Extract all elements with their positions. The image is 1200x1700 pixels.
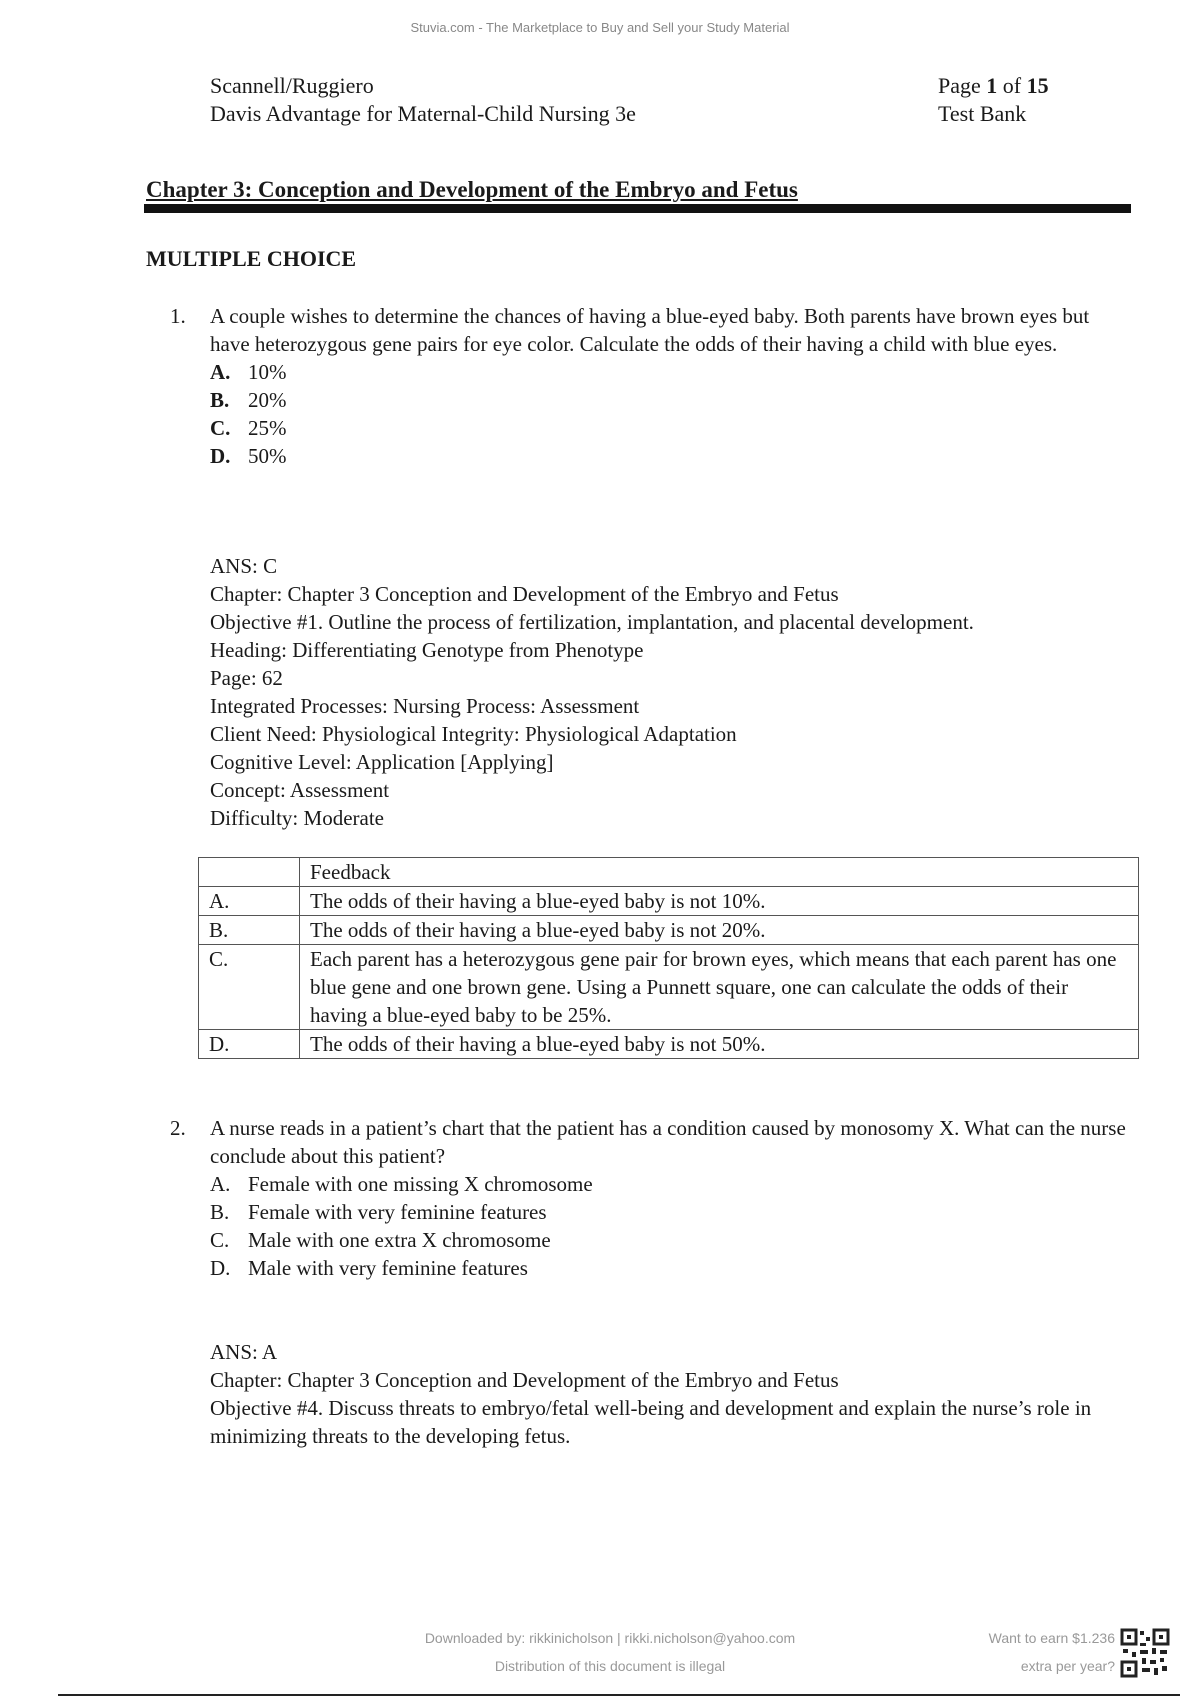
row-text: The odds of their having a blue-eyed baby is not 10%. xyxy=(300,887,1139,916)
meta-page: Page: 62 xyxy=(210,666,283,690)
section-heading: MULTIPLE CHOICE xyxy=(146,246,357,271)
feedback-header: Feedback xyxy=(300,858,1139,887)
footer-rule xyxy=(58,1694,1180,1696)
question-2 xyxy=(170,1114,1130,1282)
meta-integrated-processes: Integrated Processes: Nursing Process: Assessment xyxy=(210,694,640,718)
choice-b xyxy=(210,386,1130,414)
choice-letter: A. xyxy=(210,360,231,384)
choice-b xyxy=(210,1198,1130,1226)
choice-letter: B. xyxy=(210,1200,230,1224)
question-1 xyxy=(170,302,1130,470)
choice-text: 50% xyxy=(248,444,287,468)
meta-difficulty: Difficulty: Moderate xyxy=(210,806,384,830)
header-left xyxy=(210,72,636,128)
choice-d xyxy=(210,442,1130,470)
row-letter: A. xyxy=(199,887,300,916)
choice-letter: C. xyxy=(210,1228,230,1252)
table-cell xyxy=(199,858,300,887)
qr-code-icon[interactable] xyxy=(1120,1628,1170,1678)
authors: Scannell/Ruggiero xyxy=(210,73,374,98)
row-text: The odds of their having a blue-eyed baby is not 20%. xyxy=(300,916,1139,945)
chapter-title: Chapter 3: Conception and Development of the Embryo and Fetus xyxy=(146,177,798,202)
choice-list xyxy=(210,1170,1130,1282)
meta-cognitive-level: Cognitive Level: Application [Applying] xyxy=(210,750,554,774)
feedback-table xyxy=(198,857,1139,1059)
choice-letter: C. xyxy=(210,416,231,440)
question-stem: A nurse reads in a patient’s chart that the patient has a condition caused by monosomy X. What can the nurse conclude about this patient? xyxy=(210,1116,1126,1168)
table-header-row xyxy=(199,858,1139,887)
choice-text: 10% xyxy=(248,360,287,384)
choice-letter: B. xyxy=(210,388,230,412)
page-total: 15 xyxy=(1026,73,1049,98)
earn-promo-line2[interactable]: extra per year? xyxy=(1020,1658,1115,1674)
answer-key: ANS: C xyxy=(210,554,278,578)
site-banner: Stuvia.com - The Marketplace to Buy and Sell your Study Material xyxy=(410,20,790,35)
choice-text: Male with very feminine features xyxy=(248,1256,528,1280)
answer-metadata-1 xyxy=(210,552,1130,832)
meta-objective: Objective #4. Discuss threats to embryo/fetal well-being and development and explain the nurse’s role in minimizing threats to the developing fetus. xyxy=(210,1396,1092,1448)
question-number: 2. xyxy=(170,1116,186,1140)
meta-chapter: Chapter: Chapter 3 Conception and Development of the Embryo and Fetus xyxy=(210,1368,839,1392)
choice-list xyxy=(210,358,1130,470)
row-letter: C. xyxy=(199,945,300,1030)
distribution-notice: Distribution of this document is illegal xyxy=(494,1658,726,1674)
answer-metadata-2 xyxy=(210,1338,1130,1450)
table-row xyxy=(199,945,1139,1030)
question-stem: A couple wishes to determine the chances of having a blue-eyed baby. Both parents have brown eyes but have heterozygous gene pairs for eye color. Calculate the odds of their having a child with blue eyes. xyxy=(210,304,1090,356)
page-number: 1 xyxy=(986,73,998,98)
choice-text: Female with very feminine features xyxy=(248,1200,547,1224)
row-text: The odds of their having a blue-eyed baby is not 50%. xyxy=(300,1030,1139,1059)
choice-letter: A. xyxy=(210,1172,231,1196)
table-row xyxy=(199,887,1139,916)
choice-a xyxy=(210,358,1130,386)
row-text: Each parent has a heterozygous gene pair for brown eyes, which means that each parent has one blue gene and one brown gene. Using a Punnett square, one can calculate the odds of their having a blue-eyed baby to be 25%. xyxy=(300,945,1139,1030)
choice-c xyxy=(210,414,1130,442)
choice-letter: D. xyxy=(210,1256,231,1280)
header-right xyxy=(938,72,1049,128)
page-indicator xyxy=(938,72,1049,100)
meta-concept: Concept: Assessment xyxy=(210,778,390,802)
choice-c xyxy=(210,1226,1130,1254)
meta-chapter: Chapter: Chapter 3 Conception and Development of the Embryo and Fetus xyxy=(210,582,839,606)
page-word: Page xyxy=(938,73,981,98)
choice-d xyxy=(210,1254,1130,1282)
meta-heading: Heading: Differentiating Genotype from Phenotype xyxy=(210,638,644,662)
page-of: of xyxy=(1002,73,1022,98)
earn-promo-line1[interactable]: Want to earn $1.236 xyxy=(988,1630,1115,1646)
table-row xyxy=(199,916,1139,945)
choice-text: 20% xyxy=(248,388,287,412)
answer-key: ANS: A xyxy=(210,1340,278,1364)
choice-text: Male with one extra X chromosome xyxy=(248,1228,551,1252)
table-row xyxy=(199,1030,1139,1059)
book-title: Davis Advantage for Maternal-Child Nursing 3e xyxy=(210,101,636,126)
choice-text: Female with one missing X chromosome xyxy=(248,1172,593,1196)
choice-letter: D. xyxy=(210,444,231,468)
meta-client-need: Client Need: Physiological Integrity: Physiological Adaptation xyxy=(210,722,737,746)
chapter-rule xyxy=(144,204,1131,213)
choice-a xyxy=(210,1170,1130,1198)
row-letter: D. xyxy=(199,1030,300,1059)
document-type: Test Bank xyxy=(938,101,1027,126)
choice-text: 25% xyxy=(248,416,287,440)
meta-objective: Objective #1. Outline the process of fertilization, implantation, and placental development. xyxy=(210,610,974,634)
downloaded-by: Downloaded by: rikkinicholson | rikki.nicholson@yahoo.com xyxy=(424,1630,796,1646)
question-number: 1. xyxy=(170,304,186,328)
row-letter: B. xyxy=(199,916,300,945)
